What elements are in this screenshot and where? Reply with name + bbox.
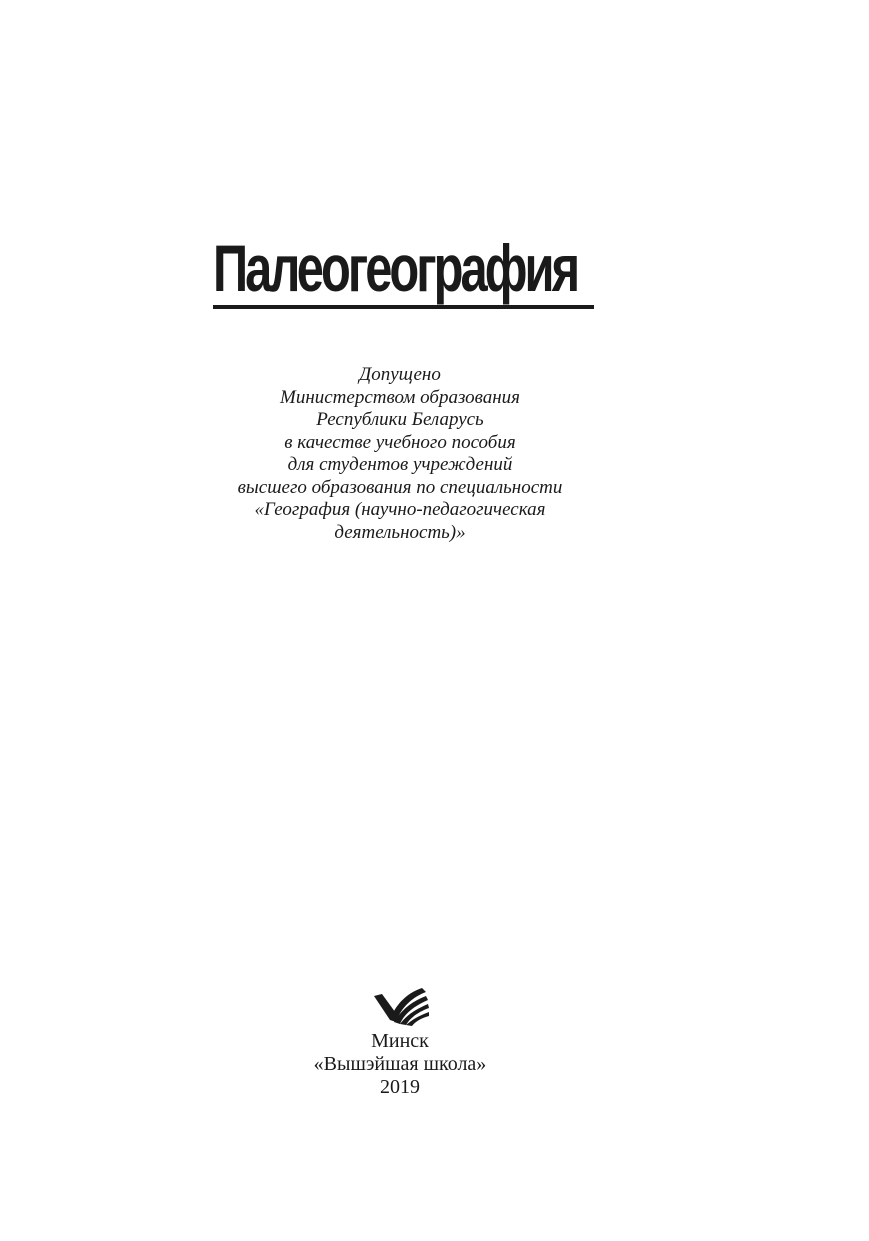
approval-line: высшего образования по специальности: [237, 476, 563, 498]
approval-notice: [200, 364, 600, 544]
publisher-logo-icon: [372, 986, 430, 1026]
approval-line: Республики Беларусь: [316, 409, 484, 430]
title-block: [213, 232, 593, 304]
publisher-name: «Вышэйшая школа»: [313, 1053, 487, 1075]
imprint: [250, 1030, 550, 1099]
title-underline: [213, 305, 594, 309]
approval-line: в качестве учебного пособия: [284, 431, 516, 453]
publisher-city: Минск: [371, 1030, 429, 1052]
approval-line: Министерством образования: [280, 386, 520, 408]
book-title: Палеогеография: [213, 231, 578, 305]
approval-line: «География (научно-педагогическая: [254, 499, 546, 520]
approval-line: для студентов учреждений: [287, 454, 513, 475]
approval-line: деятельность)»: [334, 521, 466, 543]
publication-year: 2019: [380, 1076, 420, 1098]
approval-line: Допущено: [359, 364, 441, 385]
